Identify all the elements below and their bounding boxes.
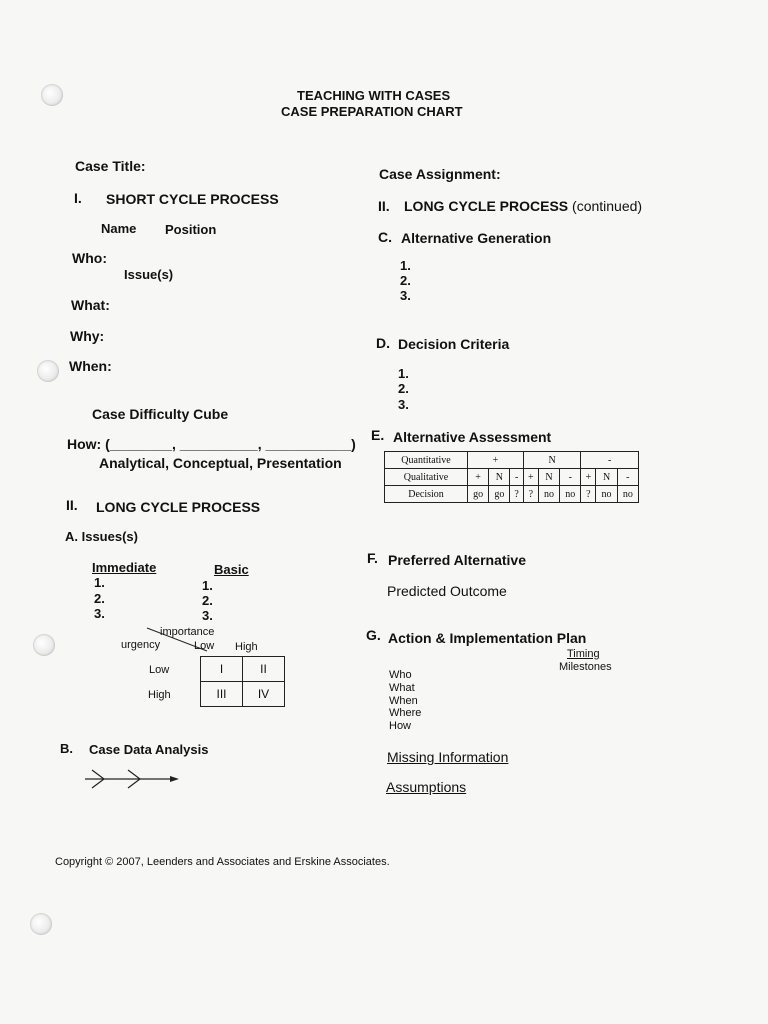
section-letter: G.	[366, 627, 381, 643]
punch-hole	[30, 913, 52, 935]
list-item: 1.	[94, 575, 105, 590]
case-title-label: Case Title:	[75, 158, 146, 174]
table-cell: ?	[581, 486, 596, 503]
how-label: How: (________, __________, ___________)	[67, 436, 356, 452]
case-assignment-label: Case Assignment:	[379, 166, 501, 182]
table-cell: ?	[510, 486, 523, 503]
section-number: I.	[74, 190, 82, 206]
table-row	[385, 469, 639, 486]
section-letter: D.	[376, 335, 390, 351]
long-cycle-heading: LONG CYCLE PROCESS	[96, 499, 261, 515]
how-dimensions: Analytical, Conceptual, Presentation	[99, 455, 342, 471]
timing-label: Timing	[567, 648, 600, 660]
immediate-heading: Immediate	[92, 560, 157, 575]
position-column-label: Position	[165, 222, 217, 237]
page-subtitle: CASE PREPARATION CHART	[281, 104, 463, 119]
issues-a-heading: A. Issues(s)	[65, 529, 138, 544]
punch-hole	[41, 84, 63, 106]
matrix-cell: I	[201, 657, 243, 682]
list-item: 3.	[202, 608, 213, 623]
when-label: When:	[69, 358, 112, 374]
long-cycle-continued-heading	[404, 198, 642, 214]
section-letter: C.	[378, 229, 392, 245]
what-label: What:	[71, 297, 110, 313]
long-cycle-label: LONG CYCLE PROCESS	[404, 198, 569, 214]
list-item: 3.	[398, 397, 409, 412]
list-item: 1.	[400, 258, 411, 273]
table-cell: -	[617, 469, 638, 486]
matrix-cell: IV	[243, 682, 285, 707]
action-item: Where	[389, 707, 422, 719]
section-letter: F.	[367, 550, 378, 566]
list-item: 2.	[202, 593, 213, 608]
short-cycle-heading: SHORT CYCLE PROCESS	[106, 191, 279, 207]
punch-hole	[33, 634, 55, 656]
action-item: How	[389, 720, 412, 732]
table-row-label: Quantitative	[385, 452, 468, 469]
preferred-alternative-heading: Preferred Alternative	[388, 552, 526, 568]
missing-information-label: Missing Information	[387, 749, 509, 765]
section-letter: E.	[371, 427, 385, 443]
section-number: II.	[66, 497, 78, 513]
urgency-label: urgency	[121, 639, 161, 651]
name-column-label: Name	[101, 221, 137, 236]
page-title: TEACHING WITH CASES	[297, 88, 451, 103]
decision-criteria-heading: Decision Criteria	[398, 336, 510, 352]
list-item: 2.	[400, 273, 411, 288]
table-cell: no	[560, 486, 581, 503]
table-cell: ?	[523, 486, 538, 503]
list-item: 3.	[94, 606, 105, 621]
assumptions-label: Assumptions	[386, 779, 467, 795]
double-arrow-icon	[84, 767, 184, 791]
continued-label: (continued)	[572, 198, 643, 214]
list-item: 3.	[400, 288, 411, 303]
matrix-row-low: Low	[149, 664, 170, 676]
table-cell: +	[468, 469, 489, 486]
milestones-label: Milestones	[559, 661, 612, 673]
who-label: Who:	[72, 250, 107, 266]
matrix-col-low: Low	[194, 640, 215, 652]
punch-hole	[37, 360, 59, 382]
table-row	[385, 452, 639, 469]
table-cell: -	[560, 469, 581, 486]
alternative-generation-heading: Alternative Generation	[401, 230, 552, 246]
table-cell: -	[510, 469, 523, 486]
predicted-outcome-label: Predicted Outcome	[387, 583, 507, 599]
table-row-label: Qualitative	[385, 469, 468, 486]
table-cell: N	[538, 469, 559, 486]
table-cell: go	[468, 486, 489, 503]
table-cell: +	[523, 469, 538, 486]
action-item: What	[389, 682, 415, 694]
list-item: 2.	[94, 591, 105, 606]
list-item: 1.	[398, 366, 409, 381]
table-cell: +	[581, 469, 596, 486]
matrix-cell: III	[201, 682, 243, 707]
table-cell: go	[489, 486, 510, 503]
matrix-cell: II	[243, 657, 285, 682]
copyright-text: Copyright © 2007, Leenders and Associates and Erskine Associates.	[55, 856, 390, 868]
table-cell: no	[596, 486, 617, 503]
list-item: 2.	[398, 381, 409, 396]
section-letter: B.	[60, 741, 73, 756]
basic-heading: Basic	[214, 562, 249, 577]
action-item: When	[389, 695, 418, 707]
table-row-label: Decision	[385, 486, 468, 503]
alternative-assessment-table	[384, 451, 639, 503]
table-row	[385, 486, 639, 503]
action-item: Who	[389, 669, 412, 681]
matrix-row-high: High	[148, 689, 171, 701]
table-cell: N	[596, 469, 617, 486]
table-cell: no	[617, 486, 638, 503]
alternative-assessment-heading: Alternative Assessment	[393, 429, 552, 445]
section-number: II.	[378, 198, 390, 214]
difficulty-cube-title: Case Difficulty Cube	[92, 406, 229, 422]
issues-label: Issue(s)	[124, 267, 174, 282]
table-cell: N	[523, 452, 581, 469]
why-label: Why:	[70, 328, 105, 344]
importance-label: importance	[160, 626, 215, 638]
table-cell: +	[468, 452, 524, 469]
matrix-col-high: High	[235, 641, 258, 653]
action-plan-heading: Action & Implementation Plan	[388, 630, 587, 646]
table-cell: no	[538, 486, 559, 503]
list-item: 1.	[202, 578, 213, 593]
table-cell: -	[581, 452, 639, 469]
case-data-analysis-heading: Case Data Analysis	[89, 742, 209, 757]
table-cell: N	[489, 469, 510, 486]
urgency-importance-matrix	[200, 656, 285, 707]
